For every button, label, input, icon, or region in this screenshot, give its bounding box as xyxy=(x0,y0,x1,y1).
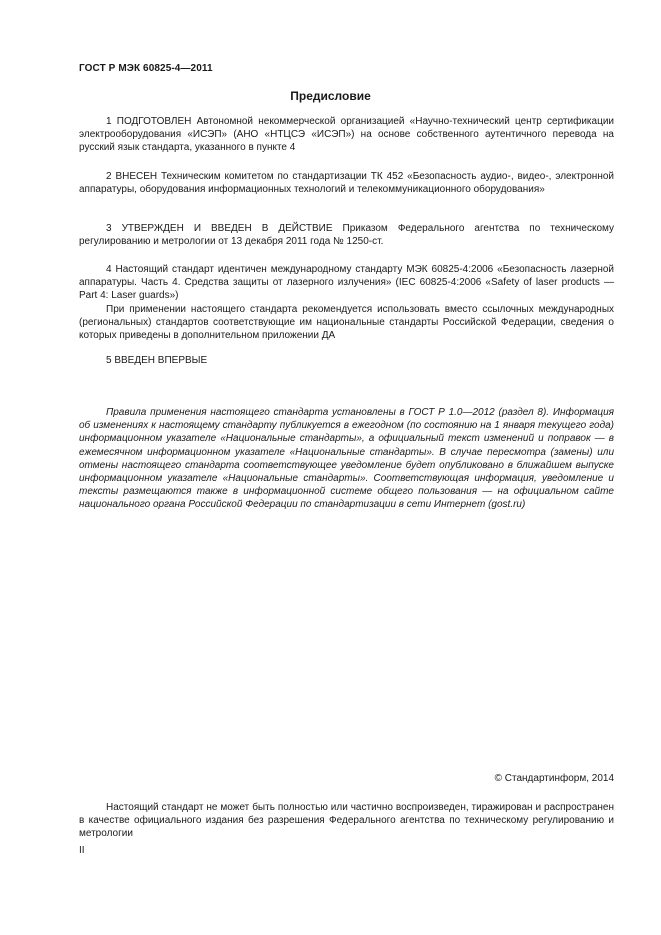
page-title: Предисловие xyxy=(290,89,371,103)
rules-notice xyxy=(79,406,614,512)
reproduction-notice-text: Настоящий стандарт не может быть полностью или частично воспроизведен, тиражирован и распространен в качестве официального издания без разрешения Федерального агентства по техническому регулированию и метрологии xyxy=(79,802,614,840)
item-2-text: 2 ВНЕСЕН Техническим комитетом по стандартизации ТК 452 «Безопасность аудио-, видео-, электронной аппаратуры, оборудования информационных технологий и телекоммуникационного оборудования» xyxy=(79,171,614,196)
item-3 xyxy=(79,222,614,248)
item-4 xyxy=(79,263,614,342)
standard-code-header: ГОСТ Р МЭК 60825-4—2011 xyxy=(79,63,213,74)
item-2 xyxy=(79,170,614,196)
item-5 xyxy=(79,354,614,367)
reproduction-notice xyxy=(79,801,614,841)
item-4-text: 4 Настоящий стандарт идентичен международному стандарту МЭК 60825-4:2006 «Безопасность лазерной аппаратуры. Часть 4. Средства защиты от лазерного излучения» (IEC 60825-4:2006 «Safety of laser products — Part 4: Laser guards») xyxy=(79,264,614,302)
rules-notice-text: Правила применения настоящего стандарта установлены в ГОСТ Р 1.0—2012 (раздел 8). Информация об изменениях к настоящему стандарту публикуется в ежегодном (по состоянию на 1 января текущего года) информационном указателе «Национальные стандарты», а официальный текст изменений и поправок — в ежемесячном информационном указателе «Национальные стандарты». В случае пересмотра (замены) или отмены настоящего стандарта соответствующее уведомление будет опубликовано в ближайшем выпуске информационном указателе «Национальные стандарты». Соответствующая информация, уведомление и тексты размещаются также в информационной системе общего пользования — на официальном сайте национального органа Российской Федерации по стандартизации в сети Интернет (gost.ru) xyxy=(79,407,614,511)
item-3-text: 3 УТВЕРЖДЕН И ВВЕДЕН В ДЕЙСТВИЕ Приказом Федерального агентства по техническому регулированию и метрологии от 13 декабря 2011 года № 1250-ст. xyxy=(79,223,614,248)
item-5-text: 5 ВВЕДЕН ВПЕРВЫЕ xyxy=(106,355,208,366)
item-1 xyxy=(79,115,614,155)
copyright: © Стандартинформ, 2014 xyxy=(494,773,614,784)
item-4-note: При применении настоящего стандарта рекомендуется использовать вместо ссылочных международных (региональных) стандартов соответствующие им национальные стандарты Российской Федерации, сведения о которых приведены в дополнительном приложении ДА xyxy=(79,303,614,342)
page-number: II xyxy=(79,845,85,856)
item-1-text: 1 ПОДГОТОВЛЕН Автономной некоммерческой организацией «Научно-технический центр сертификации электрооборудования «ИСЭП» (АНО «НТЦСЭ «ИСЭП») на основе собственного аутентичного перевода на русский язык стандарта, указанного в пункте 4 xyxy=(79,116,614,154)
